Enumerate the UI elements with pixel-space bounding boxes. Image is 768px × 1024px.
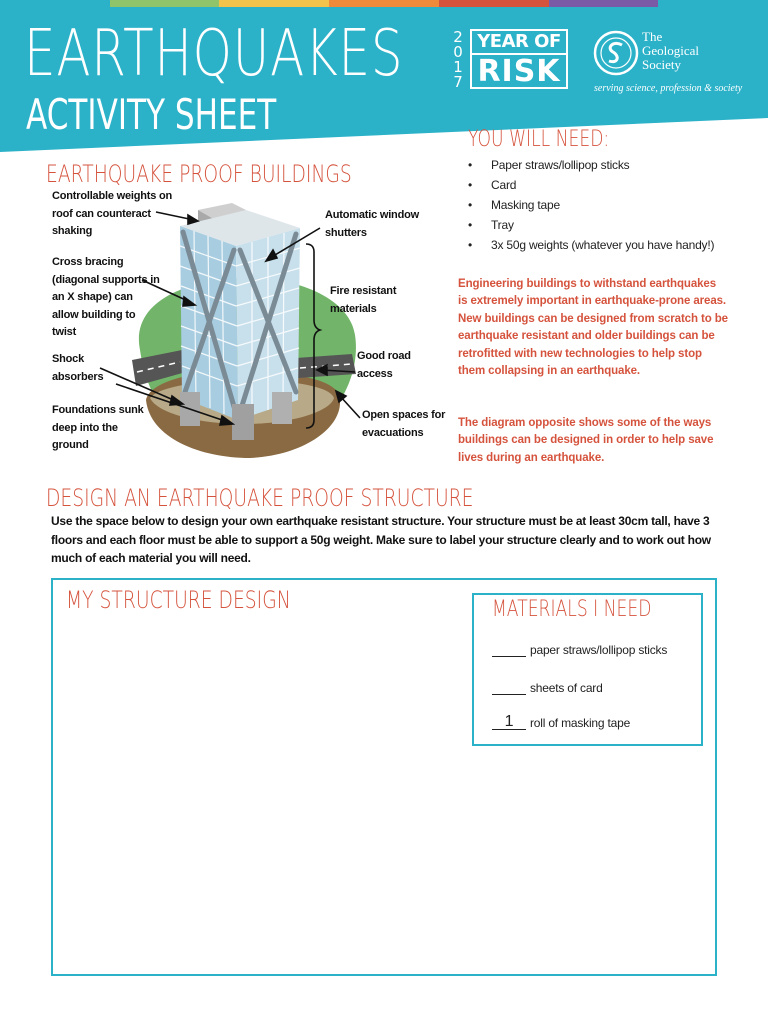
society-name-line: Society xyxy=(642,57,681,72)
you-will-need-heading: YOU WILL NEED: xyxy=(468,127,610,152)
info-paragraph: The diagram opposite shows some of the ways buildings can be designed in order to help save lives during an earthquake. xyxy=(458,417,714,464)
label-road-access: Good road access xyxy=(357,350,411,380)
info-paragraph: Engineering buildings to withstand earthquakes is extremely important in earthquake-prone areas. New buildings can be designed from scratch to be earthquake resistant and older buildings can be retrofitted with new technologies to help stop them collapsing in an earthquake. xyxy=(458,278,728,378)
year-digit: 2 xyxy=(453,28,463,46)
material-name: roll of masking tape xyxy=(530,716,631,730)
design-instructions: Use the space below to design your own earthquake resistant structure. Your structure must be at least 30cm tall, have 3 floors and each floor must be able to support a 50g weight. Make sure to label your structure clearly and to work out how much of each material you will need. xyxy=(51,514,711,565)
label-window-shutters: Automatic window shutters xyxy=(325,209,419,239)
society-tagline: serving science, profession & society xyxy=(594,83,743,94)
risk-logo-bottom: RISK xyxy=(477,54,561,89)
label-shock-absorbers: Shock absorbers xyxy=(52,353,104,383)
quantity-blank[interactable]: 1 xyxy=(492,716,526,730)
society-name-line: The xyxy=(642,29,663,44)
label-cross-bracing: Cross bracing (diagonal supports in an X shape) can allow building to twist xyxy=(52,256,160,338)
label-open-spaces: Open spaces for evacuations xyxy=(362,409,446,439)
page-title: EARTHQUAKES xyxy=(24,17,404,91)
quantity-blank[interactable] xyxy=(492,681,526,695)
list-item: • Tray xyxy=(466,215,756,235)
structure-design-heading: MY STRUCTURE DESIGN xyxy=(66,586,291,614)
material-name: sheets of card xyxy=(530,681,603,695)
page-subtitle: ACTIVITY SHEET xyxy=(26,90,277,139)
material-row xyxy=(492,681,603,695)
material-row xyxy=(492,643,667,657)
glass-tower xyxy=(180,210,300,440)
list-item: • 3x 50g weights (whatever you have handy!) xyxy=(466,235,756,255)
label-fire-resistant: Fire resistant materials xyxy=(330,285,397,315)
label-foundations: Foundations sunk deep into the ground xyxy=(52,404,144,451)
year-digit: 0 xyxy=(453,43,463,61)
year-digit: 1 xyxy=(453,58,463,76)
materials-heading: MATERIALS I NEED xyxy=(492,597,652,622)
quantity-blank[interactable] xyxy=(492,643,526,657)
risk-logo-top: YEAR OF xyxy=(472,31,566,55)
label-roof-weights: Controllable weights on roof can counteract shaking xyxy=(52,190,173,237)
list-item: • Paper straws/lollipop sticks xyxy=(466,155,756,175)
material-row xyxy=(492,713,631,730)
design-heading: DESIGN AN EARTHQUAKE PROOF STRUCTURE xyxy=(46,484,474,512)
list-item: • Card xyxy=(466,175,756,195)
year-digit: 7 xyxy=(453,73,463,91)
society-name-line: Geological xyxy=(642,43,700,58)
proof-buildings-heading: EARTHQUAKE PROOF BUILDINGS xyxy=(46,160,352,188)
list-item: • Masking tape xyxy=(466,195,756,215)
material-name: paper straws/lollipop sticks xyxy=(530,643,668,657)
